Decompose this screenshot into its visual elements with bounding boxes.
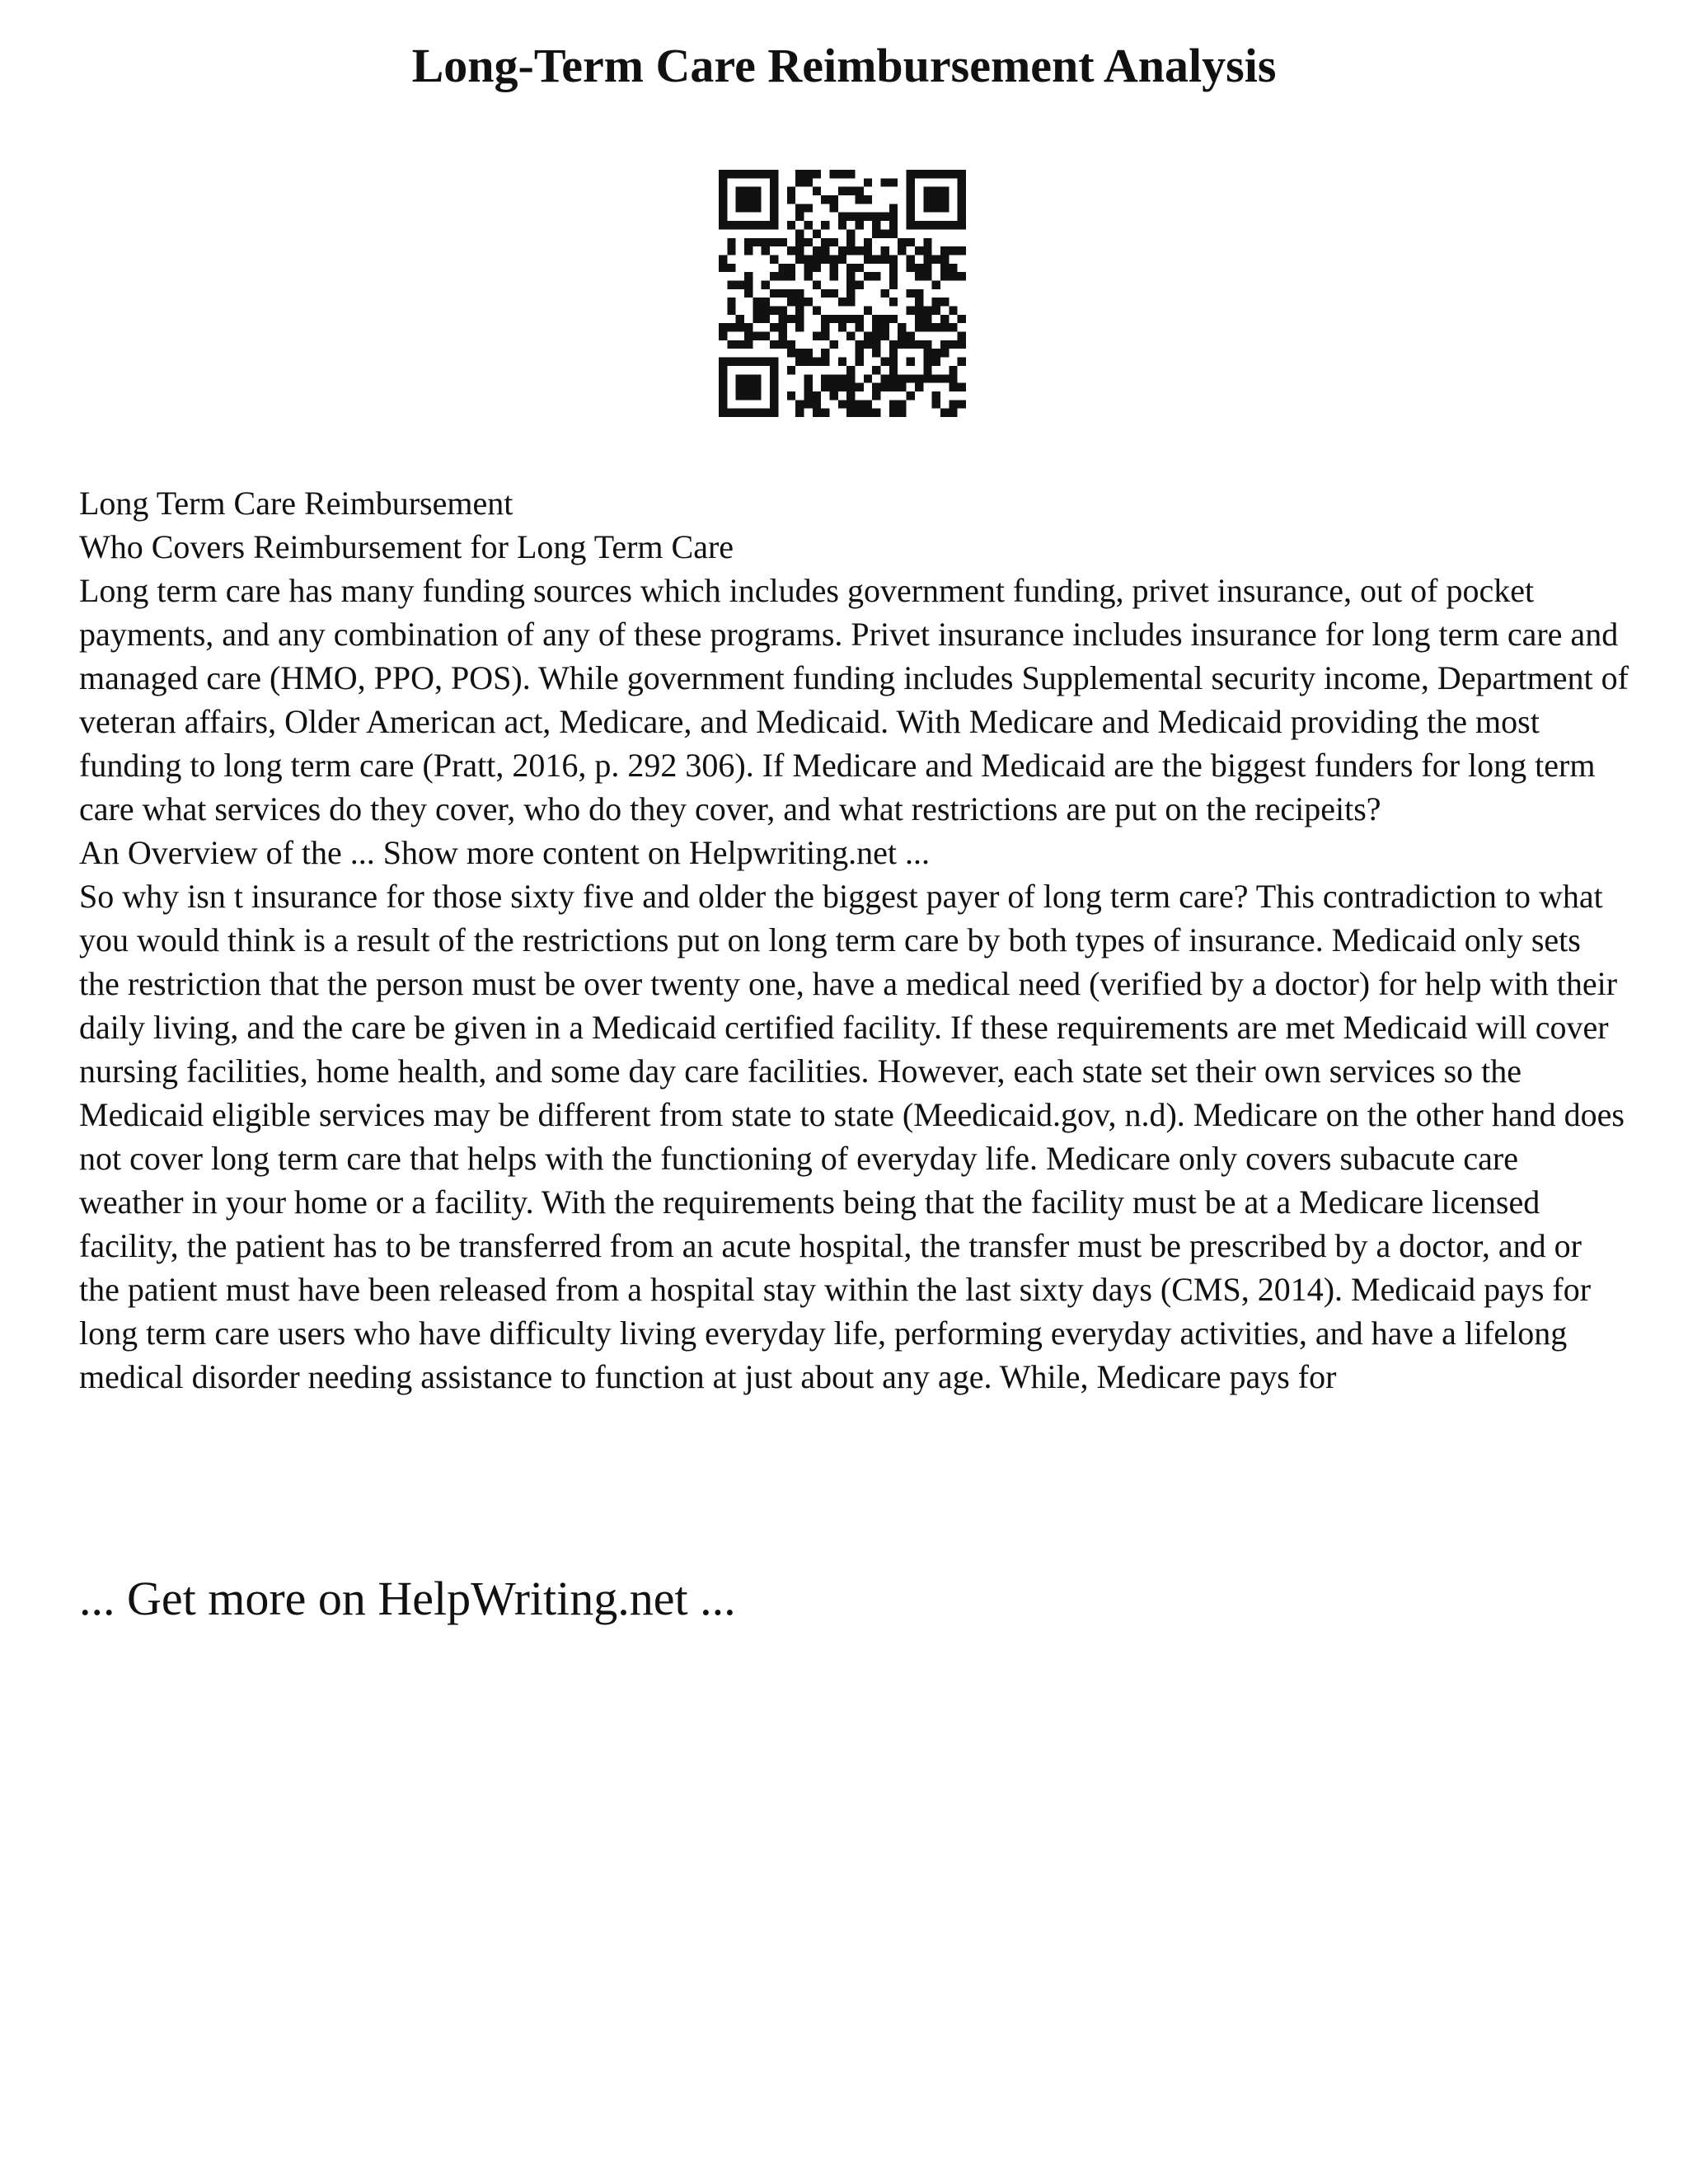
show-more-link[interactable]: An Overview of the ... Show more content on Helpwriting.net ... (79, 834, 931, 871)
heading-long-term-care-reimbursement: Long Term Care Reimbursement (79, 485, 513, 522)
document-title: Long-Term Care Reimbursement Analysis (411, 39, 1277, 92)
get-more-link[interactable]: ... Get more on HelpWriting.net ... (79, 1572, 736, 1625)
heading-who-covers-reimbursement: Who Covers Reimbursement for Long Term Care (79, 528, 734, 565)
document-body (79, 481, 1629, 1399)
qr-code-icon[interactable] (719, 170, 966, 417)
paragraph-insurance-restrictions: So why isn t insurance for those sixty five and older the biggest payer of long term care? This contradiction to what you would think is a result of the restrictions put on long term care by both types of insurance. Medicaid only sets the restriction that the person must be over twenty one, have a medical need (verified by a doctor) for help with their daily living, and the care be given in a Medicaid certified facility. If these requirements are met Medicaid will cover nursing facilities, home health, and some day care facilities. However, each state set their own services so the Medicaid eligible services may be different from state to state (Meedicaid.gov, n.d). Medicare on the other hand does not cover long term care that helps with the functioning of everyday life. Medicare only covers subacute care weather in your home or a facility. With the requirements being that the facility must be at a Medicare licensed facility, the patient has to be transferred from an acute hospital, the transfer must be prescribed by a doctor, and or the patient must have been released from a hospital stay within the last sixty days (CMS, 2014). Medicaid pays for long term care users who have difficulty living everyday life, performing everyday activities, and have a lifelong medical disorder needing assistance to function at just about any age. While, Medicare pays for (79, 878, 1625, 1395)
paragraph-funding-sources: Long term care has many funding sources which includes government funding, privet insurance, out of pocket payments, and any combination of any of these programs. Privet insurance includes insurance for long term care and managed care (HMO, PPO, POS). While government funding includes Supplemental security income, Department of veteran affairs, Older American act, Medicare, and Medicaid. With Medicare and Medicaid providing the most funding to long term care (Pratt, 2016, p. 292 306). If Medicare and Medicaid are the biggest funders for long term care what services do they cover, who do they cover, and what restrictions are put on the recipeits? (79, 572, 1629, 827)
